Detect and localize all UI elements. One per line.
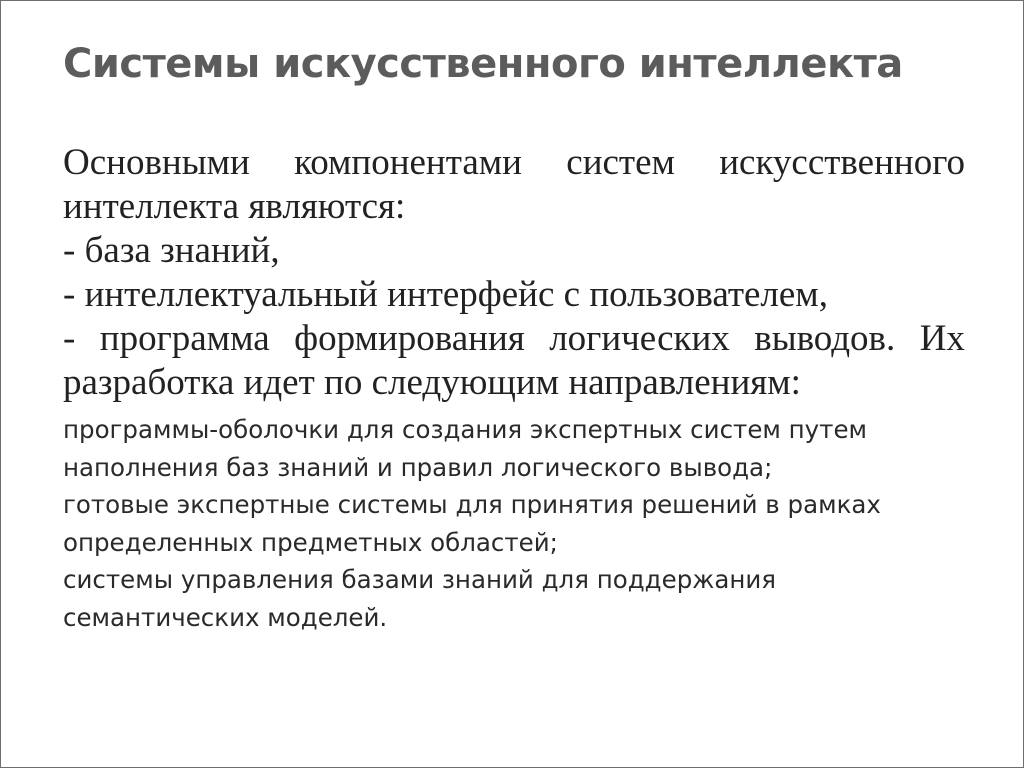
intro-word: - (63, 318, 76, 359)
intro-word: логических (549, 318, 730, 359)
slide-title: Системы искусственного интеллекта (63, 41, 903, 87)
intro-word: формирования (294, 318, 525, 359)
intro-word: программа (99, 318, 270, 359)
direction-line: наполнения баз знаний и правил логического вывода; (63, 452, 773, 482)
direction-line: семантических моделей. (63, 602, 388, 632)
direction-line: системы управления базами знаний для поддержания (63, 565, 777, 594)
intro-line-6: разработка идет по следующим направлениям: (63, 362, 801, 403)
intro-word: искусственного (719, 142, 965, 183)
intro-word: выводов. (754, 318, 896, 359)
intro-word: компонентами (294, 142, 522, 183)
slide-body (63, 141, 965, 636)
direction-line: готовые экспертные системы для принятия решений в рамках (63, 490, 881, 519)
intro-word: Их (919, 318, 965, 359)
intro-word: Основными (63, 142, 250, 183)
direction-line: программы-оболочки для создания экспертных систем путем (63, 415, 868, 444)
direction-line: определенных предметных областей; (63, 527, 558, 557)
component-user-interface: - интеллектуальный интерфейс с пользователем, (63, 274, 828, 315)
intro-word: систем (566, 142, 675, 183)
intro-line-2: интеллекта являются: (63, 186, 406, 227)
component-knowledge-base: - база знаний, (63, 230, 280, 271)
intro-line-1 (63, 141, 965, 185)
directions-list (63, 411, 965, 636)
component-inference-program (63, 317, 965, 361)
